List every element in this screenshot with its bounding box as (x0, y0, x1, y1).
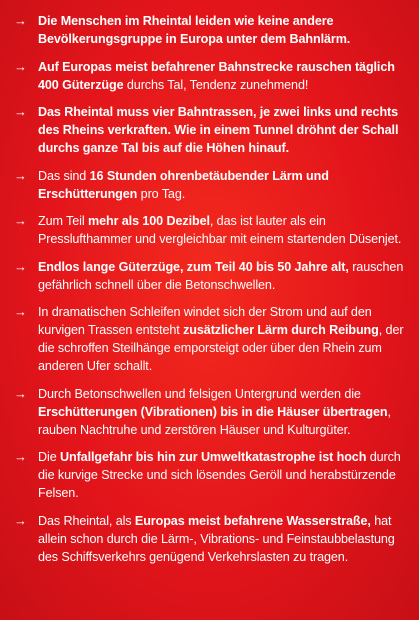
bold-text-segment: 16 Stunden ohrenbetäubender Lärm und Erschütterungen (38, 168, 329, 201)
bullet-item (14, 258, 411, 294)
text-segment: Die (38, 450, 60, 464)
text-segment: Das sind (38, 168, 90, 183)
arrow-right-icon: → (14, 13, 27, 28)
bold-text-segment: Auf Europas meist befahrener Bahnstrecke rauschen täglich 400 Güterzüge (38, 59, 395, 92)
bullet-item (14, 303, 411, 375)
bullet-item (14, 103, 411, 157)
text-segment: Das Rheintal, als (38, 513, 135, 528)
bold-text-segment: Europas meist befahrene Wasserstraße, (134, 513, 371, 528)
bullet-text (38, 103, 411, 157)
bold-text-segment: Unfallgefahr bis hin zur Umweltkatastrophe ist hoch (60, 450, 367, 464)
bullet-item (14, 385, 411, 439)
text-segment: , das ist lauter als ein Presslufthammer und vergleichbar mit einem startenden Düsenjet. (38, 214, 402, 246)
bold-text-segment: zusätzlicher Lärm durch Reibung (183, 323, 379, 337)
bullet-text (38, 58, 411, 94)
text-segment: , rauben Nachtruhe und zerstören Häuser und Kulturgüter. (38, 404, 391, 437)
bullet-item (14, 12, 411, 48)
bullet-text (38, 448, 411, 502)
bullet-text (38, 212, 411, 248)
bullet-text (38, 385, 411, 439)
bullet-item (14, 448, 411, 502)
arrow-right-icon: → (14, 385, 27, 401)
bullet-item (14, 58, 411, 94)
text-segment: pro Tag. (137, 186, 186, 201)
arrow-right-icon: → (14, 167, 27, 183)
arrow-right-icon: → (14, 213, 27, 228)
arrow-right-icon: → (14, 58, 27, 74)
bold-text-segment: Das Rheintal muss vier Bahntrassen, je zwei links und rechts des Rheins verkraften. Wie in einem Tunnel dröhnt der Schall durchs ganze Tal bis auf die Höhen hinauf. (38, 105, 399, 155)
arrow-right-icon: → (14, 104, 27, 119)
text-segment: durch die kurvige Strecke und sich lösendes Geröll und herabstürzende Felsen. (38, 450, 401, 500)
text-segment: rauschen gefährlich schnell über die Betonschwellen. (38, 259, 404, 292)
bold-text-segment: Die Menschen im Rheintal leiden wie keine andere Bevölkerungsgruppe in Europa unter dem Bahnlärm. (38, 14, 351, 46)
arrow-right-icon: → (14, 304, 27, 319)
bullet-text (38, 303, 411, 375)
text-segment: durchs Tal, Tendenz zunehmend! (123, 77, 309, 92)
bullet-text (38, 12, 411, 48)
text-segment: Zum Teil (38, 214, 88, 228)
bullet-item (14, 167, 411, 203)
bullet-text (38, 167, 411, 203)
text-segment: Durch Betonschwellen und felsigen Untergrund werden die (38, 386, 361, 401)
bullet-text (38, 512, 411, 566)
bold-text-segment: Erschütterungen (Vibrationen) bis in die Häuser übertragen (38, 404, 388, 419)
bullet-item (14, 212, 411, 248)
text-segment: , der die schroffen Steilhänge emporsteigt oder über den Rhein zum anderen Ufer schallt. (38, 323, 404, 373)
bold-text-segment: Endlos lange Güterzüge, zum Teil 40 bis 50 Jahre alt, (38, 259, 349, 274)
bullet-list (14, 12, 411, 566)
text-segment: In dramatischen Schleifen windet sich der Strom und auf den kurvigen Trassen entsteht (38, 305, 372, 337)
bold-text-segment: mehr als 100 Dezibel (87, 214, 210, 228)
bullet-text (38, 258, 411, 294)
arrow-right-icon: → (14, 449, 27, 464)
arrow-right-icon: → (14, 258, 27, 274)
bullet-item (14, 512, 411, 566)
arrow-right-icon: → (14, 512, 27, 528)
text-segment: hat allein schon durch die Lärm-, Vibrations- und Feinstaubbelastung des Schiffsverkehrs genügend Verkehrslasten zu tragen. (38, 513, 395, 564)
